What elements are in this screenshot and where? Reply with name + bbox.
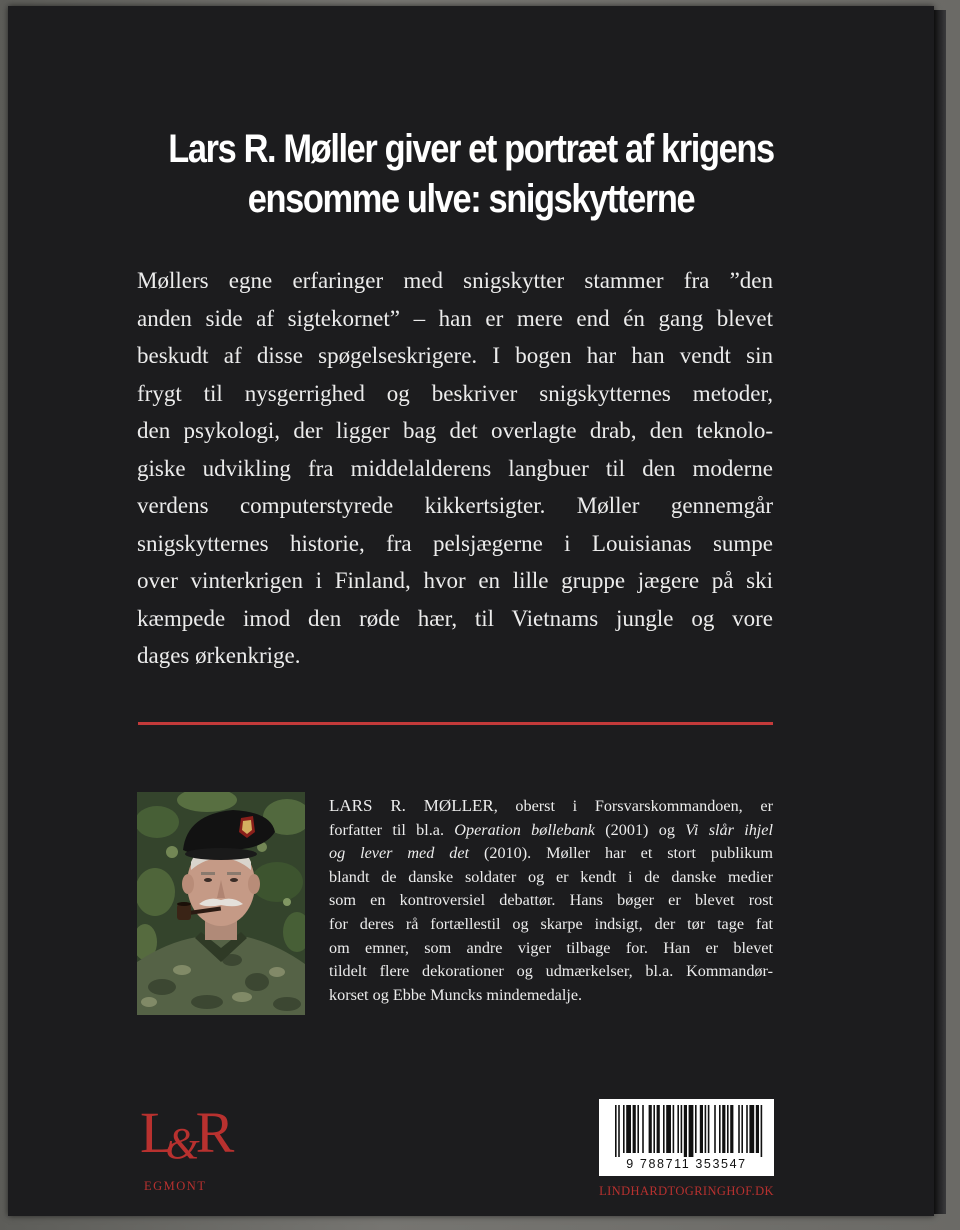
red-divider (138, 722, 773, 725)
blurb-line: den psykologi, der ligger bag det overlagte drab, den teknolo- (137, 418, 773, 443)
bio-line: for deres rå fortællestil og skarpe indsigt, der tør tage fat (329, 914, 773, 933)
bio-line: som en kontroversiel debattør. Hans bøger er blevet rost (329, 891, 773, 910)
book-title: Operation bøllebank (454, 820, 595, 839)
bio-line (329, 819, 773, 843)
monogram-ampersand: & (165, 1119, 200, 1168)
bio-text: , oberst i Forsvarskommandoen, er (493, 797, 773, 815)
publisher-name: EGMONT (144, 1179, 207, 1193)
barcode-bars (599, 1099, 774, 1159)
bio-line: om emner, som andre viger tilbage for. Han er blevet (329, 938, 773, 957)
author-portrait-illustration (137, 792, 305, 1015)
blurb-line: kæmpede imod den røde hær, til Vietnams jungle og vore (137, 605, 773, 631)
bio-text: forfatter til bl.a. (329, 820, 455, 839)
isbn-barcode (599, 1099, 774, 1176)
bio-line: korset og Ebbe Muncks mindemedalje. (329, 985, 583, 1004)
bio-text: (2001) og (594, 820, 686, 839)
headline-line-2: ensomme ulve: snigskytterne (247, 177, 695, 221)
monogram-letter-r: R (195, 1100, 229, 1165)
blurb-line: anden side af sigtekornet” – han er mere end én gang blevet (137, 305, 773, 331)
author-portrait-photo (137, 792, 305, 1015)
blurb-line: snigskytternes historie, fra pelsjægerne i Louisianas sumpe (137, 530, 773, 556)
back-cover (8, 6, 934, 1216)
blurb-line: Møllers egne erfaringer med snigskytter stammer fra ”den (137, 268, 773, 293)
cover-headline (73, 124, 869, 224)
bio-line: blandt de danske soldater og er kendt i de danske medier (329, 867, 773, 886)
book-title: og lever med det (329, 844, 470, 863)
author-name: LARS R. MØLLER (329, 796, 494, 815)
book-spine-edge (934, 10, 946, 1214)
headline-line-1: Lars R. Møller giver et portræt af krigens (168, 127, 774, 171)
blurb-line: giske udvikling fra middelalderens langbuer til den moderne (137, 455, 773, 481)
publisher-monogram (140, 1100, 236, 1168)
blurb-line: beskudt af disse spøgelseskrigere. I bogen har han vendt sin (137, 343, 773, 368)
bio-text: (2010). Møller har et stort publikum (469, 844, 773, 863)
isbn-number: 9 788711 353547 (626, 1157, 747, 1171)
blurb-line: frygt til nysgerrighed og beskriver snigskytternes metoder, (137, 380, 773, 406)
author-bio (329, 794, 773, 1007)
publisher-logo (136, 1100, 236, 1194)
book-title: Vi slår ihjel (685, 820, 773, 839)
bio-line: tildelt flere dekorationer og udmærkelser, bl.a. Kommandør- (329, 962, 773, 981)
bio-line (329, 842, 773, 866)
blurb-line: over vinterkrigen i Finland, hvor en lille gruppe jægere på ski (137, 568, 773, 593)
blurb-line: verdens computerstyrede kikkertsigter. Møller gennemgår (137, 493, 773, 518)
publisher-website: LINDHARDTOGRINGHOF.DK (599, 1184, 774, 1198)
blurb-line: dages ørkenkrige. (137, 643, 301, 668)
monogram-letter-l: L (140, 1100, 170, 1165)
book-blurb (137, 262, 773, 675)
bio-line (329, 794, 773, 819)
